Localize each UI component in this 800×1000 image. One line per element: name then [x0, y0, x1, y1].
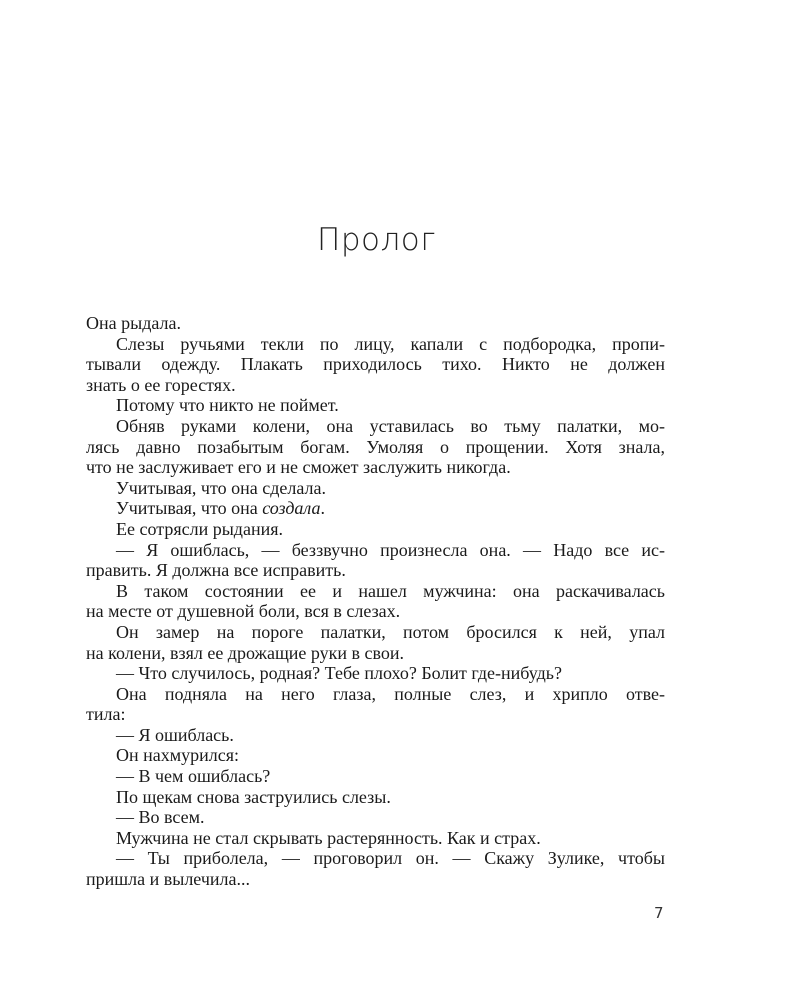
text-line: Обняв руками колени, она уставилась во тьму палатки, мо-: [116, 415, 665, 436]
text-line: — Во всем.: [116, 807, 205, 828]
text-line: В таком состоянии ее и нашел мужчина: она раскачивалась: [116, 580, 665, 601]
text-line: — В чем ошиблась?: [116, 766, 271, 787]
text-line: Ее сотрясли рыдания.: [116, 518, 283, 539]
text-line: Он замер на пороге палатки, потом бросился к ней, упал: [116, 621, 665, 642]
text-line: Он нахмурился:: [116, 745, 240, 766]
text-line: что не заслуживает его и не сможет заслужить никогда.: [86, 457, 511, 478]
text-line: тила:: [86, 704, 126, 725]
text-line: лясь давно позабытым богам. Умоляя о прощении. Хотя знала,: [86, 436, 665, 457]
text-line: — Я ошиблась.: [116, 724, 234, 745]
text-line: [86, 498, 665, 519]
text-line: Потому что никто не поймет.: [116, 395, 339, 416]
text-line: — Я ошиблась, — беззвучно произнесла она. — Надо все ис-: [116, 539, 665, 560]
text-line: — Ты приболела, — проговорил он. — Скажу Зулике, чтобы: [116, 848, 665, 869]
text-line: Она рыдала.: [86, 313, 181, 333]
text-segment: .: [320, 498, 325, 519]
text-line: Мужчина не стал скрывать растерянность. Как и страх.: [116, 827, 541, 848]
text-line: править. Я должна все исправить.: [86, 560, 346, 581]
italic-word: создала: [262, 498, 321, 519]
text-line: знать о ее горестях.: [86, 374, 236, 395]
chapter-body-text: [86, 313, 665, 890]
text-line: Она подняла на него глаза, полные слез, и хрипло отве-: [116, 683, 665, 704]
text-line: Учитывая, что она сделала.: [116, 477, 326, 498]
chapter-title: Пролог: [317, 222, 436, 258]
text-line: пришла и вылечила...: [86, 869, 251, 890]
page-number: 7: [654, 904, 664, 922]
text-line: на колени, взял ее дрожащие руки в свои.: [86, 642, 405, 663]
text-line: на месте от душевной боли, вся в слезах.: [86, 601, 401, 622]
text-segment: Учитывая, что она: [116, 498, 263, 519]
text-line: тывали одежду. Плакать приходилось тихо. Никто не должен: [86, 354, 665, 375]
text-line: — Что случилось, родная? Тебе плохо? Болит где-нибудь?: [116, 663, 562, 684]
text-line: По щекам снова заструились слезы.: [116, 786, 391, 807]
text-line: Слезы ручьями текли по лицу, капали с подбородка, пропи-: [116, 333, 665, 354]
